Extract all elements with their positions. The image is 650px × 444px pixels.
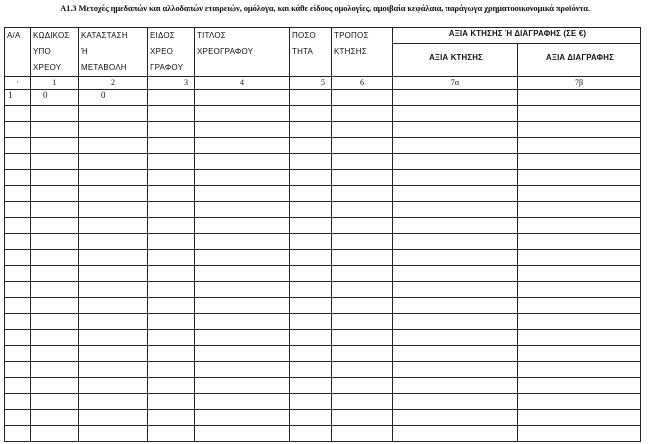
col-num: 5 (290, 77, 332, 90)
table-cell (148, 154, 195, 170)
table-cell (79, 202, 148, 218)
table-cell (518, 234, 641, 250)
table-cell (518, 362, 641, 378)
table-cell (31, 426, 79, 442)
table-cell (393, 378, 518, 394)
table-cell (290, 314, 332, 330)
table-cell (195, 218, 290, 234)
table-cell (5, 298, 31, 314)
col-num: 4 (195, 77, 290, 90)
table-cell (5, 170, 31, 186)
table-row (5, 138, 641, 154)
table-cell (290, 282, 332, 298)
table-row (5, 426, 641, 442)
table-cell (290, 410, 332, 426)
table-cell (393, 154, 518, 170)
table-row (5, 186, 641, 202)
table-cell (393, 122, 518, 138)
table-cell (332, 282, 393, 298)
table-cell (79, 106, 148, 122)
table-cell (393, 410, 518, 426)
table-cell (195, 314, 290, 330)
table-cell (79, 266, 148, 282)
table-cell (31, 234, 79, 250)
table-cell (195, 122, 290, 138)
table-cell (31, 394, 79, 410)
page-title: Α1.3 Μετοχές ημεδαπών και αλλοδαπών εταιρειών, ομόλογα, και κάθε είδους ομολογίες, αμοιβαία κεφάλαια, παράγωγα χρηματοοικονομικά προϊόντα. (60, 3, 590, 13)
table-cell (79, 426, 148, 442)
table-cell (393, 330, 518, 346)
table-row (5, 250, 641, 266)
table-cell (79, 330, 148, 346)
table-cell (5, 186, 31, 202)
table-cell (31, 362, 79, 378)
table-cell (332, 138, 393, 154)
table-row (5, 218, 641, 234)
table-row (5, 154, 641, 170)
table-cell (195, 298, 290, 314)
table-cell (332, 186, 393, 202)
table-cell (5, 410, 31, 426)
table-cell (31, 314, 79, 330)
table-cell (518, 282, 641, 298)
table-row (5, 122, 641, 138)
col-header-value-acq: ΑΞΙΑ ΚΤΗΣΗΣ (393, 43, 518, 76)
table-cell (195, 154, 290, 170)
col-header-qty: ΠΟΣΟ ΤΗΤΑ (290, 28, 332, 77)
table-cell (5, 202, 31, 218)
table-cell (148, 170, 195, 186)
table-cell (148, 202, 195, 218)
table-cell (148, 266, 195, 282)
table-cell (5, 218, 31, 234)
table-cell (195, 346, 290, 362)
table-cell (195, 394, 290, 410)
table-cell (393, 266, 518, 282)
table-cell (31, 298, 79, 314)
table-cell (148, 298, 195, 314)
table-row (5, 298, 641, 314)
table-cell (393, 106, 518, 122)
table-cell (195, 186, 290, 202)
table-cell (518, 394, 641, 410)
table-cell (393, 186, 518, 202)
table-row (5, 410, 641, 426)
table-cell (31, 170, 79, 186)
col-header-type: ΕΙΔΟΣ ΧΡΕΟ ΓΡΑΦΟΥ (148, 28, 195, 77)
table-row (5, 266, 641, 282)
col-num: 2 (79, 77, 148, 90)
table-cell (148, 218, 195, 234)
col-num: 7α (393, 77, 518, 90)
table-cell (332, 122, 393, 138)
table-cell (195, 170, 290, 186)
table-cell (31, 346, 79, 362)
table-row (5, 234, 641, 250)
table-row (5, 202, 641, 218)
table-cell (31, 378, 79, 394)
table-cell (393, 346, 518, 362)
table-cell (518, 186, 641, 202)
table-cell (148, 378, 195, 394)
table-cell (79, 362, 148, 378)
table-cell (79, 394, 148, 410)
col-num: 1 (31, 77, 79, 90)
table-cell (148, 234, 195, 250)
table-cell (31, 250, 79, 266)
table-cell (195, 282, 290, 298)
table-cell (31, 218, 79, 234)
col-num: 7β (518, 77, 641, 90)
table-row (5, 378, 641, 394)
table-cell (195, 106, 290, 122)
table-cell (31, 202, 79, 218)
table-cell (518, 218, 641, 234)
table-cell (518, 122, 641, 138)
table-cell (393, 250, 518, 266)
table-cell (31, 186, 79, 202)
table-cell (195, 138, 290, 154)
table-cell (290, 330, 332, 346)
table-cell (393, 234, 518, 250)
table-cell (393, 394, 518, 410)
table-cell (5, 330, 31, 346)
table-cell (5, 266, 31, 282)
cell-title (195, 90, 290, 106)
table-cell (5, 394, 31, 410)
table-cell (290, 362, 332, 378)
securities-table (4, 27, 641, 442)
table-row (5, 90, 641, 106)
table-cell (290, 378, 332, 394)
table-row (5, 346, 641, 362)
col-header-value-group: ΑΞΙΑ ΚΤΗΣΗΣ Ή ΔΙΑΓΡΑΦΗΣ (ΣΕ €) (393, 28, 641, 44)
table-cell (148, 282, 195, 298)
table-cell (393, 218, 518, 234)
table-cell (332, 106, 393, 122)
table-cell (518, 410, 641, 426)
table-cell (195, 266, 290, 282)
table-cell (148, 410, 195, 426)
table-cell (79, 250, 148, 266)
table-cell (31, 138, 79, 154)
table-cell (332, 394, 393, 410)
table-cell (31, 122, 79, 138)
table-cell (5, 250, 31, 266)
table-cell (148, 330, 195, 346)
table-cell (290, 154, 332, 170)
table-cell (195, 378, 290, 394)
table-cell (332, 234, 393, 250)
column-number-row (5, 77, 641, 90)
table-cell (5, 362, 31, 378)
table-cell (148, 362, 195, 378)
table-cell (5, 122, 31, 138)
table-cell (5, 346, 31, 362)
table-cell (290, 426, 332, 442)
table-cell (393, 138, 518, 154)
table-cell (148, 138, 195, 154)
table-cell (518, 106, 641, 122)
table-cell (290, 298, 332, 314)
table-row (5, 314, 641, 330)
cell-code: 0 (31, 90, 79, 106)
table-cell (332, 218, 393, 234)
table-cell (518, 298, 641, 314)
table-cell (518, 378, 641, 394)
table-cell (79, 186, 148, 202)
table-cell (290, 394, 332, 410)
table-cell (79, 218, 148, 234)
table-cell (148, 106, 195, 122)
table-cell (518, 314, 641, 330)
table-row (5, 330, 641, 346)
table-row (5, 170, 641, 186)
table-cell (5, 106, 31, 122)
table-cell (195, 330, 290, 346)
table-cell (290, 122, 332, 138)
table-cell (195, 250, 290, 266)
col-header-aa: Α/Α (5, 28, 31, 77)
col-num: 6 (332, 77, 393, 90)
table-cell (31, 154, 79, 170)
table-cell (332, 346, 393, 362)
col-header-title: ΤΙΤΛΟΣ ΧΡΕΟΓΡΑΦΟΥ (195, 28, 290, 77)
table-cell (518, 330, 641, 346)
table-cell (290, 202, 332, 218)
table-cell (518, 426, 641, 442)
table-cell (290, 266, 332, 282)
table-cell (518, 202, 641, 218)
cell-type (148, 90, 195, 106)
table-cell (31, 266, 79, 282)
table-cell (5, 314, 31, 330)
table-cell (332, 298, 393, 314)
table-cell (31, 330, 79, 346)
table-cell (393, 314, 518, 330)
table-cell (332, 426, 393, 442)
table-cell (290, 170, 332, 186)
table-cell (332, 170, 393, 186)
table-cell (79, 410, 148, 426)
cell-value-acq (393, 90, 518, 106)
table-cell (332, 362, 393, 378)
table-cell (31, 282, 79, 298)
table-cell (332, 266, 393, 282)
col-header-status: ΚΑΤΑΣΤΑΣΗ Ή ΜΕΤΑΒΟΛΗ (79, 28, 148, 77)
table-cell (332, 410, 393, 426)
col-header-code: ΚΩΔΙΚΟΣ ΥΠΟ ΧΡΕΟΥ (31, 28, 79, 77)
table-cell (195, 202, 290, 218)
table-cell (195, 234, 290, 250)
table-cell (79, 378, 148, 394)
table-cell (79, 234, 148, 250)
table-cell (79, 282, 148, 298)
col-header-value-del: ΑΞΙΑ ΔΙΑΓΡΑΦΗΣ (518, 43, 641, 76)
table-cell (148, 346, 195, 362)
table-cell (332, 314, 393, 330)
table-cell (290, 234, 332, 250)
table-cell (79, 298, 148, 314)
table-cell (5, 426, 31, 442)
table-cell (148, 186, 195, 202)
table-cell (148, 394, 195, 410)
table-cell (148, 314, 195, 330)
table-cell (393, 282, 518, 298)
cell-aa: 1 (5, 90, 31, 106)
table-cell (290, 250, 332, 266)
col-num: 3 (148, 77, 195, 90)
table-cell (518, 250, 641, 266)
table-row (5, 362, 641, 378)
table-cell (393, 298, 518, 314)
cell-value-del (518, 90, 641, 106)
table-cell (393, 170, 518, 186)
table-cell (518, 346, 641, 362)
col-num: · (5, 77, 31, 90)
table-cell (79, 122, 148, 138)
table-row (5, 106, 641, 122)
table-cell (5, 378, 31, 394)
table-cell (332, 154, 393, 170)
table-row (5, 394, 641, 410)
table-cell (31, 106, 79, 122)
table-cell (290, 218, 332, 234)
table-cell (195, 410, 290, 426)
table-cell (148, 122, 195, 138)
table-cell (79, 170, 148, 186)
table-cell (5, 234, 31, 250)
table-cell (31, 410, 79, 426)
table-cell (393, 426, 518, 442)
table-cell (518, 170, 641, 186)
cell-status: 0 (79, 90, 148, 106)
table-cell (332, 330, 393, 346)
table-cell (518, 266, 641, 282)
table-cell (290, 186, 332, 202)
table-cell (290, 106, 332, 122)
table-cell (290, 138, 332, 154)
table-cell (195, 362, 290, 378)
table-cell (393, 202, 518, 218)
table-cell (5, 154, 31, 170)
table-cell (79, 154, 148, 170)
cell-method (332, 90, 393, 106)
table-cell (195, 426, 290, 442)
table-cell (518, 154, 641, 170)
table-cell (332, 250, 393, 266)
cell-qty (290, 90, 332, 106)
table-cell (5, 282, 31, 298)
col-header-method: ΤΡΟΠΟΣ ΚΤΗΣΗΣ (332, 28, 393, 77)
table-cell (393, 362, 518, 378)
table-cell (79, 346, 148, 362)
table-cell (5, 138, 31, 154)
table-cell (332, 202, 393, 218)
table-cell (332, 378, 393, 394)
table-row (5, 282, 641, 298)
table-cell (79, 314, 148, 330)
table-cell (148, 426, 195, 442)
table-cell (148, 250, 195, 266)
table-cell (79, 138, 148, 154)
table-cell (518, 138, 641, 154)
table-cell (290, 346, 332, 362)
